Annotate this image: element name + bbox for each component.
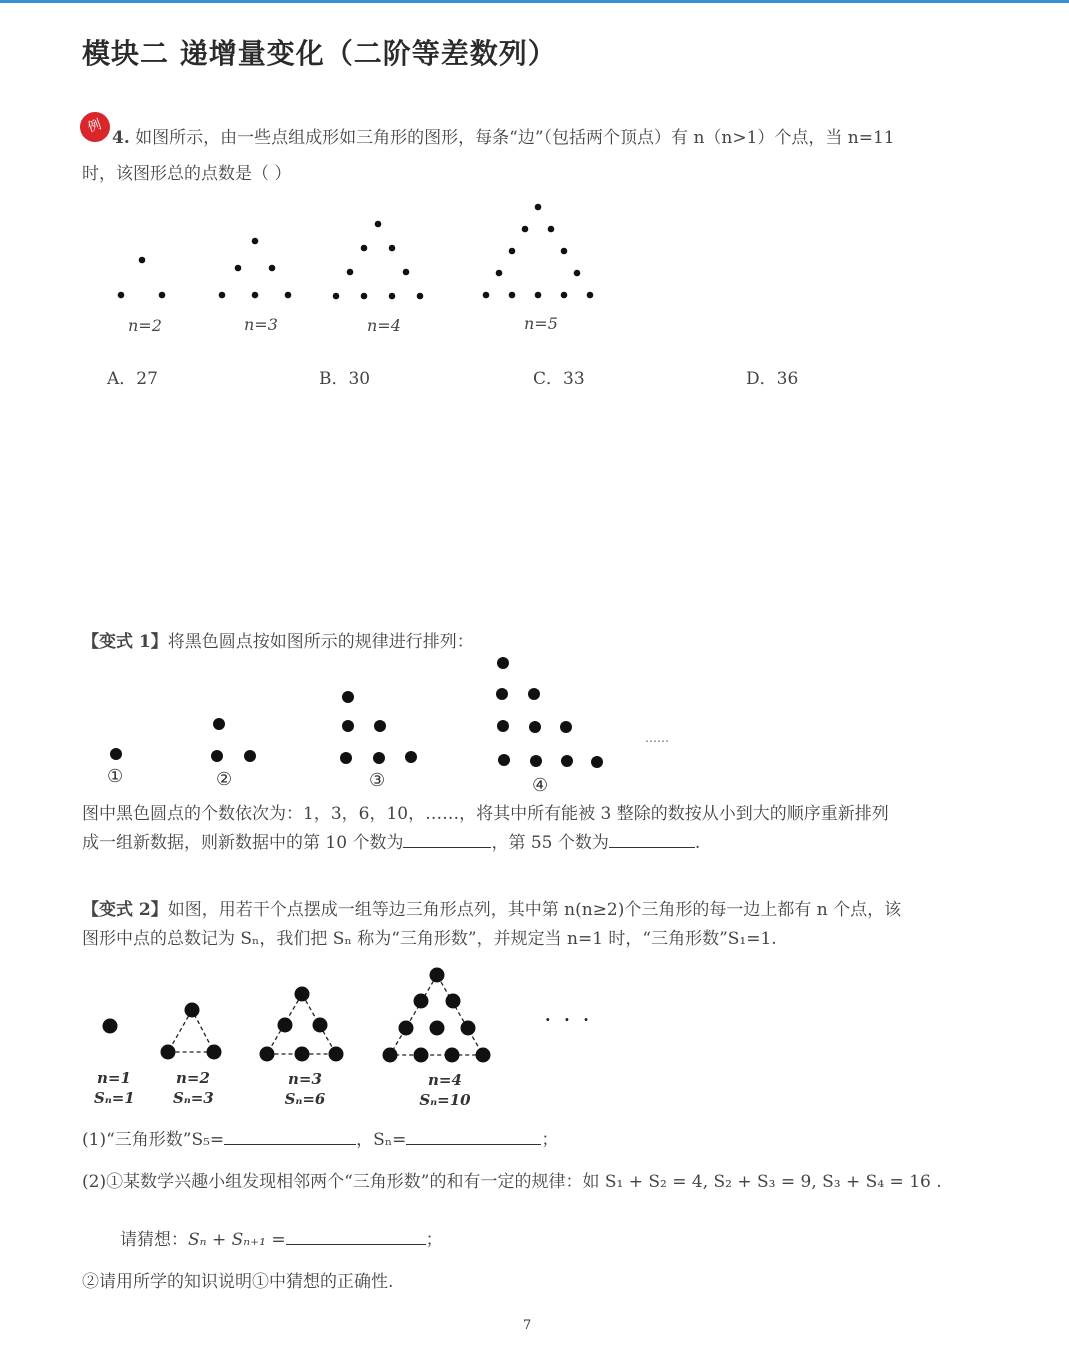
v2-s4: Sₙ=10 — [419, 1091, 471, 1109]
dot — [561, 755, 573, 767]
dot — [560, 721, 572, 733]
dot — [333, 293, 340, 300]
v1-intro-text: 将黑色圆点按如图所示的规律进行排列： — [167, 632, 474, 652]
dot — [430, 1021, 445, 1036]
dot — [522, 226, 529, 233]
v1-answer-blank-10th[interactable] — [403, 829, 491, 848]
dot — [417, 293, 424, 300]
v1-answer-blank-55th[interactable] — [609, 829, 695, 848]
dot — [342, 720, 354, 732]
dot — [496, 270, 503, 277]
v2-label-1 — [94, 1068, 134, 1108]
v2-text-line2: 图形中点的总数记为 Sₙ，我们把 Sₙ 称为“三角形数”，并规定当 n=1 时，“三角形数”S₁=1. — [82, 929, 777, 949]
v1-label-3: ③ — [369, 770, 386, 791]
v2-part3: ②请用所学的知识说明①中猜想的正确性. — [82, 1272, 394, 1292]
dot — [509, 248, 516, 255]
v1-text-line1: 图中黑色圆点的个数依次为：1，3，6，10，……，将其中所有能被 3 整除的数按从小到大的顺序重新排列 — [82, 804, 889, 824]
v2-n3: n=3 — [288, 1070, 322, 1088]
v1-text-2b: ，第 55 个数为 — [491, 833, 609, 853]
page-title: 模块二 递增量变化（二阶等差数列） — [82, 37, 557, 70]
dot — [529, 721, 541, 733]
v2-s2: Sₙ=3 — [173, 1089, 214, 1107]
dot — [211, 750, 223, 762]
v1-text-line2 — [82, 825, 700, 861]
dot — [161, 1045, 176, 1060]
dot — [329, 1047, 344, 1062]
dot — [548, 226, 555, 233]
dot — [159, 292, 166, 299]
dot — [110, 748, 122, 760]
dot — [252, 238, 259, 245]
v2-s3: Sₙ=6 — [284, 1090, 326, 1108]
example-badge-icon: 例 — [76, 108, 114, 146]
v2-label-2 — [173, 1068, 213, 1108]
dot — [235, 265, 242, 272]
dot — [591, 756, 603, 768]
dot — [430, 968, 445, 983]
v2-n2: n=2 — [176, 1069, 210, 1087]
dot — [269, 265, 276, 272]
dot — [347, 269, 354, 276]
dot — [509, 292, 516, 299]
v1-label-2: ② — [216, 769, 233, 790]
v2-heading: 【变式 2】 — [82, 900, 168, 920]
dot — [446, 994, 461, 1009]
v2-figure — [103, 968, 491, 1063]
v2-p1-text-a: (1)“三角形数”S₅= — [82, 1130, 225, 1150]
dot — [498, 754, 510, 766]
v1-figure — [110, 657, 603, 768]
dot — [476, 1048, 491, 1063]
v1-label-1: ① — [107, 766, 124, 787]
ex4-figure — [118, 204, 594, 300]
v2-guess-label: 请猜想： — [120, 1230, 188, 1250]
v1-heading: 【变式 1】 — [82, 632, 168, 652]
v1-intro — [82, 624, 474, 660]
dot — [207, 1045, 222, 1060]
v2-n4: n=4 — [428, 1071, 462, 1089]
dot — [530, 755, 542, 767]
dot — [373, 752, 385, 764]
dot — [561, 248, 568, 255]
v2-part2: (2)①某数学兴趣小组发现相邻两个“三角形数”的和有一定的规律：如 S₁ + S₂ = 4, S₂ + S₃ = 9, S₃ + S₄ = 16 . — [82, 1172, 942, 1192]
dot — [219, 292, 226, 299]
option-b[interactable]: B．30 — [319, 369, 371, 389]
dot — [587, 292, 594, 299]
dot — [244, 750, 256, 762]
v2-s1: Sₙ=1 — [94, 1089, 135, 1107]
dot — [461, 1021, 476, 1036]
v2-guess — [120, 1222, 443, 1258]
dot — [185, 1003, 200, 1018]
option-d[interactable]: D．36 — [746, 369, 799, 389]
dot — [252, 292, 259, 299]
dot — [389, 245, 396, 252]
v2-answer-blank-s5[interactable] — [224, 1126, 356, 1145]
v2-n1: n=1 — [97, 1069, 131, 1087]
dot — [375, 221, 382, 228]
v2-continuation-dots: · · · — [545, 1010, 593, 1029]
dot — [278, 1018, 293, 1033]
dot — [445, 1048, 460, 1063]
v2-guess-formula: Sₙ + Sₙ₊₁ = — [188, 1230, 286, 1250]
option-a[interactable]: A．27 — [107, 369, 158, 389]
dot — [399, 1021, 414, 1036]
dot — [414, 994, 429, 1009]
dot — [561, 292, 568, 299]
ex4-label-n4: n=4 — [367, 316, 401, 335]
dot — [535, 292, 542, 299]
v2-text-1: 如图，用若干个点摆成一组等边三角形点列，其中第 n(n≥2)个三角形的每一边上都有 n 个点，该 — [167, 900, 902, 920]
v2-p1-text-c: ； — [541, 1130, 559, 1150]
v2-answer-blank-sn[interactable] — [406, 1126, 541, 1145]
dot — [260, 1047, 275, 1062]
dot — [103, 1019, 118, 1034]
dot — [139, 257, 146, 264]
dot — [403, 269, 410, 276]
v2-p1-text-b: ，Sₙ= — [356, 1130, 407, 1150]
dot — [361, 293, 368, 300]
v2-answer-blank-guess[interactable] — [286, 1226, 426, 1245]
dot — [374, 720, 386, 732]
dot — [405, 751, 417, 763]
dot — [383, 1048, 398, 1063]
dot — [483, 292, 490, 299]
ex4-text-1: 如图所示，由一些点组成形如三角形的图形，每条“边”（包括两个顶点）有 n（n>1）个点，当 n=11 — [135, 128, 895, 148]
dot — [342, 691, 354, 703]
v2-guess-end: ； — [425, 1230, 443, 1250]
v2-part1 — [82, 1122, 558, 1158]
dot — [118, 292, 125, 299]
dot — [528, 688, 540, 700]
v1-text-2c: . — [694, 833, 701, 853]
v1-label-4: ④ — [532, 775, 549, 796]
v1-ellipsis: …… — [645, 731, 669, 745]
dot — [295, 1047, 310, 1062]
option-c[interactable]: C．33 — [533, 369, 585, 389]
ex4-label-n3: n=3 — [244, 315, 278, 334]
dot — [340, 752, 352, 764]
dot — [414, 1048, 429, 1063]
page-number: 7 — [523, 1318, 532, 1333]
dot — [496, 688, 508, 700]
dot — [535, 204, 542, 211]
ex4-question-line2: 时，该图形总的点数是（ ） — [82, 164, 292, 184]
dot — [497, 657, 509, 669]
dot — [285, 292, 292, 299]
ex4-number: 4. — [112, 128, 130, 148]
dot — [574, 270, 581, 277]
ex4-label-n5: n=5 — [524, 314, 558, 333]
v1-text-2a: 成一组新数据，则新数据中的第 10 个数为 — [82, 833, 404, 853]
v2-label-4 — [418, 1070, 472, 1110]
dot — [361, 245, 368, 252]
dot — [213, 718, 225, 730]
dot — [497, 720, 509, 732]
ex4-label-n2: n=2 — [128, 316, 162, 335]
v2-label-3 — [283, 1069, 327, 1109]
dot — [389, 293, 396, 300]
dot — [295, 987, 310, 1002]
dot — [313, 1018, 328, 1033]
